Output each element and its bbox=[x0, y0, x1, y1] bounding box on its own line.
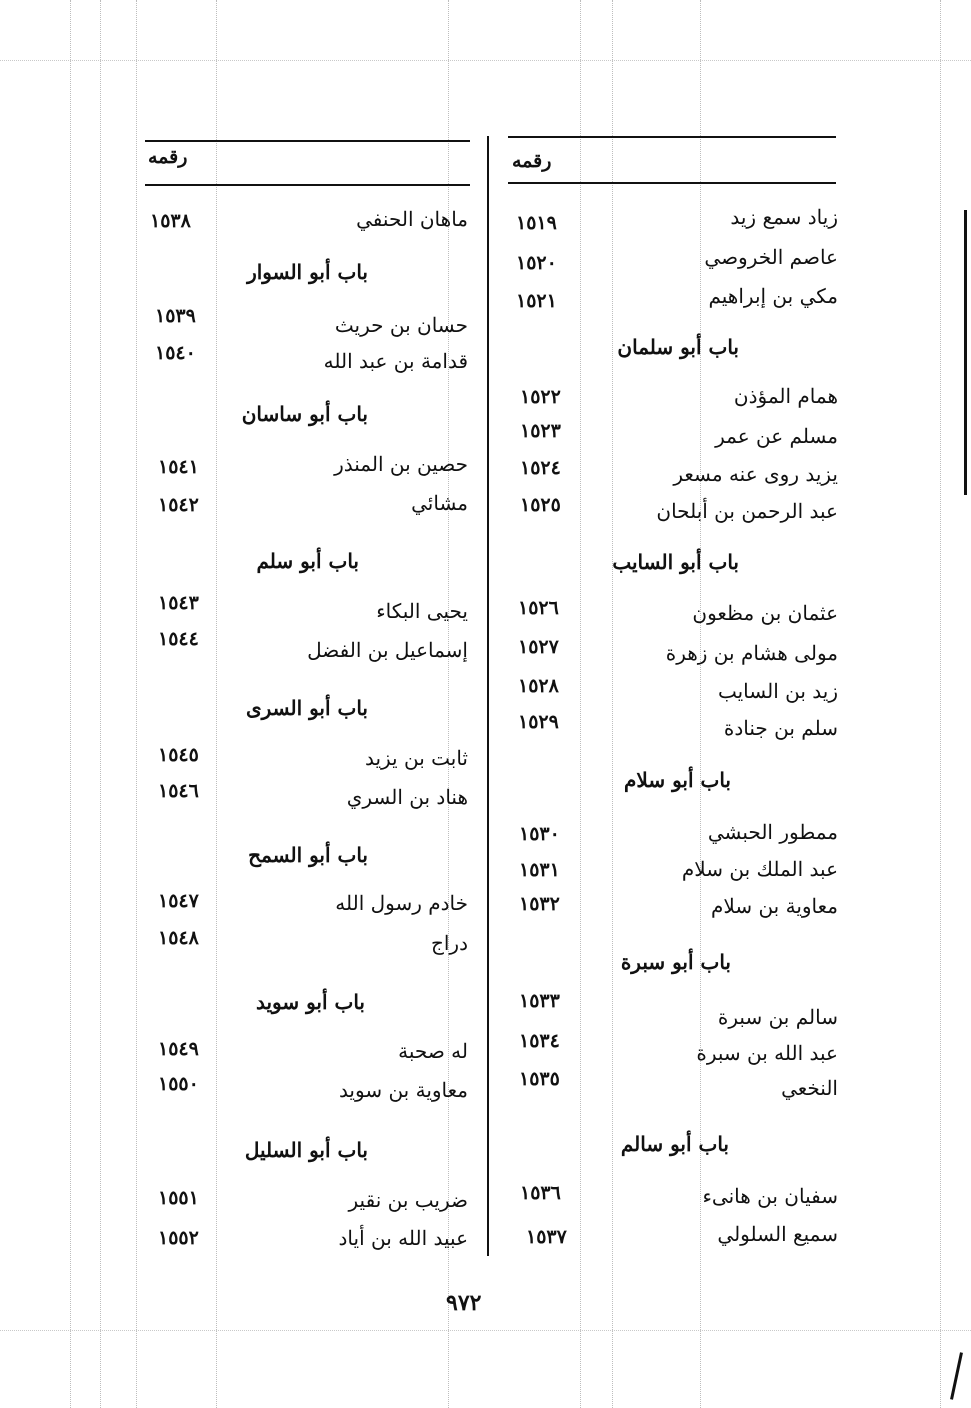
entry-name: يحيى البكاء bbox=[376, 599, 468, 623]
entry-name: معاوية بن سويد bbox=[338, 1078, 468, 1102]
entry-number: ١٥٤٤ bbox=[158, 628, 199, 650]
entry-number: ١٥٤٩ bbox=[158, 1038, 199, 1060]
header-bottom-rule bbox=[145, 184, 470, 186]
entry-number: ١٥٤٧ bbox=[158, 890, 199, 912]
section-heading: باب أبو سبرة bbox=[620, 950, 731, 974]
entry-number: ١٥٥١ bbox=[158, 1187, 199, 1209]
scan-guide bbox=[0, 1330, 971, 1331]
entry-name: ماهان الحنفي bbox=[356, 207, 468, 231]
entry-name: مكي بن إبراهيم bbox=[708, 284, 838, 308]
entry-number: ١٥١٩ bbox=[516, 212, 557, 234]
entry-number: ١٥٢٠ bbox=[516, 252, 557, 274]
entry-name: عبد الرحمن بن أبلحان bbox=[656, 499, 838, 523]
header-bottom-rule bbox=[508, 182, 836, 184]
header-top-rule bbox=[145, 140, 470, 142]
entry-name: همام المؤذن bbox=[733, 384, 838, 408]
header-top-rule bbox=[508, 136, 836, 138]
entry-name: ثابت بن يزيد bbox=[364, 746, 468, 770]
scan-guide bbox=[700, 0, 701, 1408]
scan-guide bbox=[940, 0, 941, 1408]
scan-edge-mark bbox=[950, 1352, 963, 1400]
column-divider bbox=[487, 136, 489, 1256]
section-heading: باب أبو السليل bbox=[244, 1138, 368, 1162]
section-heading: باب أبو السمح bbox=[248, 843, 368, 867]
scan-guide bbox=[216, 0, 217, 1408]
entry-name: ضريب بن نقير bbox=[348, 1188, 468, 1212]
entry-name: له صحبة bbox=[398, 1039, 468, 1063]
section-heading: باب أبو سلم bbox=[256, 549, 359, 573]
entry-number: ١٥٢٩ bbox=[518, 711, 559, 733]
entry-name: مشائي bbox=[411, 491, 468, 515]
entry-name: زياد سمع زيد bbox=[730, 205, 838, 229]
entry-number: ١٥٤٣ bbox=[158, 592, 199, 614]
scan-guide bbox=[70, 0, 71, 1408]
section-heading: باب أبو سالم bbox=[620, 1132, 729, 1156]
page-number: ٩٧٢ bbox=[446, 1290, 482, 1316]
entry-number: ١٥٤٥ bbox=[158, 744, 199, 766]
scan-edge-mark bbox=[964, 210, 967, 495]
entry-number: ١٥٢٦ bbox=[518, 597, 559, 619]
section-heading: باب أبو السرى bbox=[245, 696, 368, 720]
entry-name: دراج bbox=[430, 931, 468, 955]
entry-number: ١٥٣٣ bbox=[519, 990, 560, 1012]
entry-number: ١٥٣٥ bbox=[519, 1068, 560, 1090]
section-heading: باب أبو السوار bbox=[247, 260, 368, 284]
entry-name: يزيد روى عنه مسعر bbox=[673, 462, 838, 486]
entry-name: سالم بن سبرة bbox=[717, 1005, 838, 1029]
entry-name: عبيد الله بن أياد bbox=[338, 1226, 468, 1250]
entry-number: ١٥٣٩ bbox=[155, 305, 196, 327]
entry-name: عثمان بن مظعون bbox=[692, 601, 838, 625]
section-heading: باب أبو السايب bbox=[612, 550, 739, 574]
entry-name: خادم رسول الله bbox=[335, 891, 468, 915]
scan-guide bbox=[612, 0, 613, 1408]
entry-name: النخعي bbox=[781, 1076, 838, 1100]
entry-name: سلم بن جنادة bbox=[723, 716, 838, 740]
entry-number: ١٥٤٦ bbox=[158, 780, 199, 802]
entry-number: ١٥٣١ bbox=[519, 859, 560, 881]
entry-number: ١٥٤٠ bbox=[155, 342, 196, 364]
section-heading: باب أبو ساسان bbox=[241, 402, 368, 426]
section-heading: باب أبو سلام bbox=[624, 768, 731, 792]
entry-number: ١٥٥٢ bbox=[158, 1227, 199, 1249]
entry-number: ١٥٢١ bbox=[516, 290, 557, 312]
entry-number: ١٥٢٢ bbox=[520, 386, 561, 408]
entry-number: ١٥٥٠ bbox=[158, 1073, 199, 1095]
entry-name: عبد الملك بن سلام bbox=[681, 857, 838, 881]
entry-name: مولى هشام بن زهرة bbox=[665, 641, 838, 665]
scan-guide bbox=[580, 0, 581, 1408]
entry-number: ١٥٤١ bbox=[158, 456, 199, 478]
entry-name: سميع السلولي bbox=[717, 1222, 838, 1246]
entry-name: هناد بن السري bbox=[346, 785, 468, 809]
entry-number: ١٥٢٧ bbox=[518, 636, 559, 658]
entry-number: ١٥٤٨ bbox=[158, 927, 199, 949]
entry-name: حصين بن المنذر bbox=[334, 452, 468, 476]
entry-number: ١٥٣٢ bbox=[519, 893, 560, 915]
entry-number: ١٥٣٠ bbox=[519, 823, 560, 845]
entry-number: ١٥٤٢ bbox=[158, 494, 199, 516]
number-column-label: رقمه bbox=[148, 146, 188, 168]
scan-guide bbox=[100, 0, 101, 1408]
entry-name: ممطور الحبشي bbox=[707, 820, 838, 844]
entry-name: حسان بن حريث bbox=[334, 313, 468, 337]
entry-name: سفيان بن هانىء bbox=[702, 1184, 838, 1208]
entry-number: ١٥٢٣ bbox=[520, 420, 561, 442]
section-heading: باب أبو سلمان bbox=[617, 335, 739, 359]
entry-name: معاوية بن سلام bbox=[711, 894, 838, 918]
entry-number: ١٥٢٥ bbox=[520, 494, 561, 516]
entry-number: ١٥٣٤ bbox=[519, 1030, 560, 1052]
entry-name: قدامة بن عبد الله bbox=[323, 349, 468, 373]
scan-guide bbox=[0, 60, 971, 61]
scan-guide bbox=[136, 0, 137, 1408]
entry-number: ١٥٢٨ bbox=[518, 675, 559, 697]
entry-name: عاصم الخروصي bbox=[704, 245, 838, 269]
entry-number: ١٥٢٤ bbox=[520, 457, 561, 479]
number-column-label: رقمه bbox=[512, 150, 552, 172]
entry-name: زيد بن السايب bbox=[717, 679, 838, 703]
entry-name: مسلم عن عمر bbox=[715, 424, 838, 448]
entry-name: عبد الله بن سبرة bbox=[696, 1041, 838, 1065]
entry-number: ١٥٣٧ bbox=[526, 1226, 567, 1248]
entry-name: إسماعيل بن الفضل bbox=[307, 638, 468, 662]
entry-number: ١٥٣٦ bbox=[520, 1182, 561, 1204]
entry-number: ١٥٣٨ bbox=[150, 210, 191, 232]
section-heading: باب أبو سويد bbox=[255, 990, 365, 1014]
